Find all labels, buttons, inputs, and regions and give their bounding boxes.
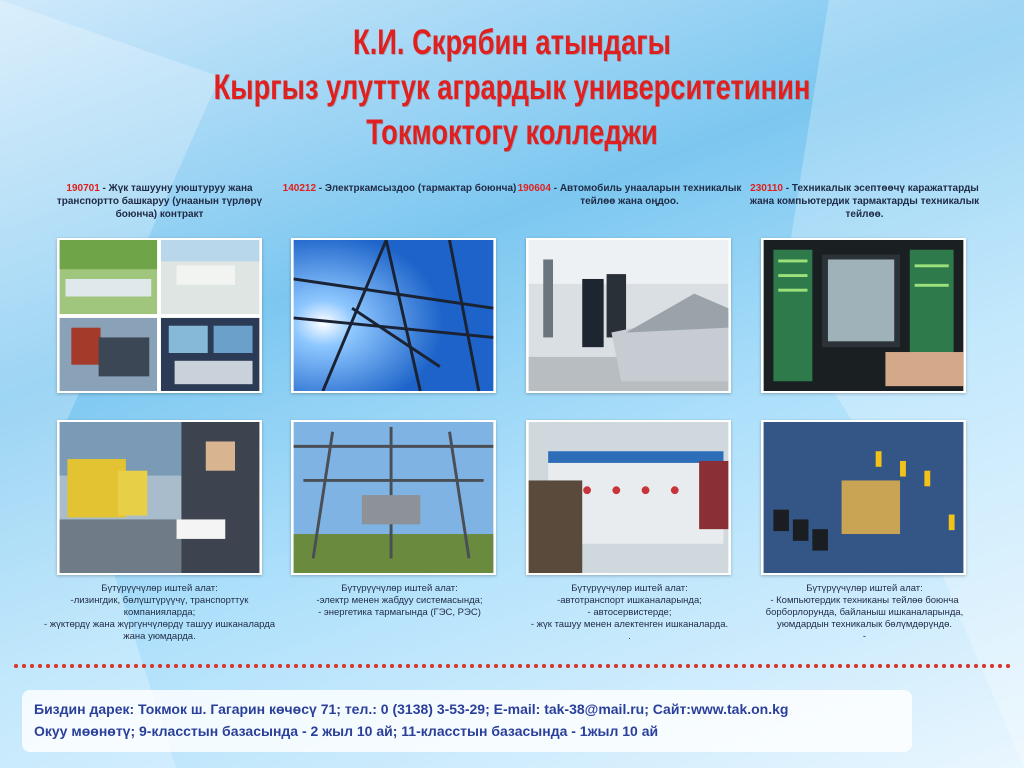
specialty-name: - Автомобиль унааларын техникалык тейлөө жана оңдоо. (550, 183, 742, 207)
specialty-code: 190604 (517, 183, 551, 194)
photo-server-rack (761, 238, 966, 393)
photo-truck-manager (57, 420, 262, 575)
careers-list-1 (42, 583, 277, 643)
contact-footer (22, 690, 912, 752)
career-item: - жүктөрдү жана жүргүнчүлөрдү ташуу ишканаларда жана уюмдарда. (43, 619, 276, 642)
careers-title: Бүтүрүүчүлөр иштей алат: (571, 583, 688, 594)
specialty-heading-2 (282, 182, 517, 195)
title-line-1: К.И. Скрябин атындагы (353, 23, 671, 62)
photo-transport-logistics-collage (57, 238, 262, 393)
title-line-3: Токмоктогу колледжи (366, 113, 658, 152)
careers-list-3 (512, 583, 747, 643)
specialty-code: 190701 (66, 183, 100, 194)
careers-list-2 (282, 583, 517, 619)
photo-motherboard-workers (761, 420, 966, 575)
photo-substation (291, 420, 496, 575)
photo-power-tower (291, 238, 496, 393)
career-item: - (862, 631, 867, 642)
address-line: Биздин дарек: Токмок ш. Гагарин көчөсү 71; тел.: 0 (3138) 3-53-29; E-mail: tak-38@mail.ru; Сайт:www.tak.on.kg (34, 701, 789, 717)
careers-title: Бүтүрүүчүлөр иштей алат: (341, 583, 458, 594)
specialty-code: 230110 (750, 183, 783, 194)
specialty-name: - Электркамсыздоо (тармактар боюнча) (316, 183, 517, 194)
careers-title: Бүтүрүүчүлөр иштей алат: (806, 583, 923, 594)
careers-title: Бүтүрүүчүлөр иштей алат: (101, 583, 218, 594)
title-line-2: Кыргыз улуттук агрардык университетинин (213, 68, 811, 107)
specialty-heading-3 (512, 182, 747, 208)
specialty-name: - Жүк ташууну уюштуруу жана транспортто башкаруу (унаанын түрлөрү боюнча) контракт (56, 183, 263, 220)
page-title (0, 20, 1024, 155)
careers-list-4 (747, 583, 982, 643)
career-item: - жүк ташуу менен алектенген ишканаларда. (530, 619, 729, 630)
specialty-code: 140212 (282, 183, 317, 194)
career-item: -автотранспорт ишканаларында; (557, 595, 702, 606)
specialty-name: - Техникалык эсептөөчү каражаттарды жана компьютердик тармактарды техникалык тейлөө. (749, 183, 980, 220)
career-item: - энергетика тармагында (ГЭС, РЭС) (318, 607, 481, 618)
specialty-heading-4 (747, 182, 982, 221)
career-item: -электр менен жабдуу системасында; (316, 595, 483, 606)
study-duration-line: Окуу мөөнөтү; 9-класстын базасында - 2 жыл 10 ай; 11-класстын базасында - 1жыл 10 ай (34, 723, 659, 739)
career-item: - автосервистерде; (587, 607, 672, 618)
photo-electrical-lab (526, 420, 731, 575)
dotted-divider (12, 663, 1012, 669)
specialty-heading-1 (42, 182, 277, 221)
career-item: -лизингдик, бөлүштүрүүчү, транспорттук компанияларда; (70, 595, 249, 618)
career-item: - Компьютердик техниканы тейлөө боюнча борборлорунда, байланыш ишканаларында, уюмдардын техникалык бөлүмдөрүндө. (765, 595, 964, 630)
photo-car-repair-workshop (526, 238, 731, 393)
career-item: . (628, 631, 631, 642)
